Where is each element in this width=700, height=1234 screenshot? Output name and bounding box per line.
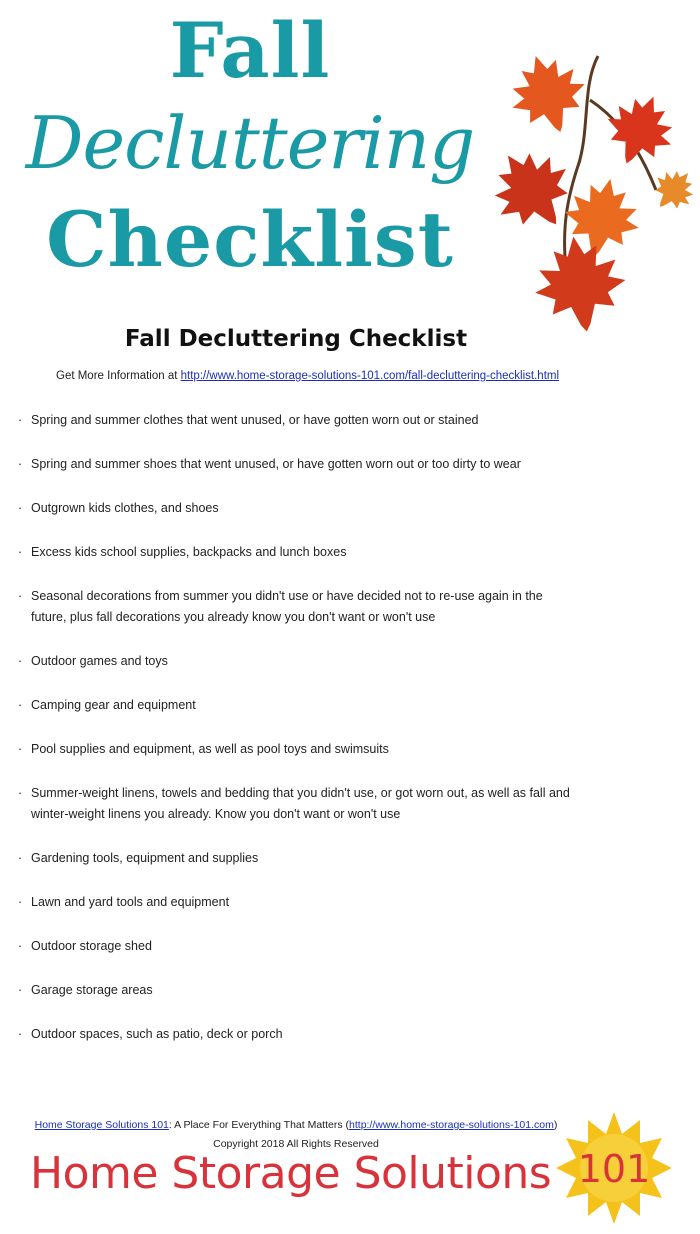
list-item <box>18 892 578 913</box>
list-item <box>18 542 578 563</box>
list-item-text: Camping gear and equipment <box>31 698 196 712</box>
sun-logo-number: 101 <box>577 1147 651 1191</box>
footer-credit <box>0 1119 592 1131</box>
bullet: · <box>18 939 23 953</box>
list-item <box>18 848 578 869</box>
hero-title-line-2: Decluttering <box>25 101 475 185</box>
list-item <box>18 586 578 628</box>
list-item <box>18 651 578 672</box>
bullet: · <box>18 413 23 427</box>
bullet: · <box>18 851 23 865</box>
footer-close-paren: ) <box>553 1119 558 1131</box>
list-item <box>18 936 578 957</box>
list-item-text: Spring and summer shoes that went unused, or have gotten worn out or too dirty to wear <box>31 457 521 471</box>
list-item-text: Lawn and yard tools and equipment <box>31 895 230 909</box>
bullet: · <box>18 654 23 668</box>
maple-leaves-icon <box>470 40 698 340</box>
footer-copyright: Copyright 2018 All Rights Reserved <box>213 1138 379 1150</box>
list-item <box>18 980 578 1001</box>
bullet: · <box>18 457 23 471</box>
checklist <box>18 410 578 1068</box>
list-item-text: Seasonal decorations from summer you didn't use or have decided not to re-use again in the future, plus fall decorations you already know you don't want or won't use <box>31 589 543 624</box>
list-item <box>18 783 578 825</box>
more-info-line <box>56 370 559 382</box>
footer-site-url-link[interactable]: http://www.home-storage-solutions-101.com <box>349 1119 554 1131</box>
list-item-text: Excess kids school supplies, backpacks and lunch boxes <box>31 545 347 559</box>
list-item <box>18 498 578 519</box>
bullet: · <box>18 1027 23 1041</box>
list-item <box>18 695 578 716</box>
more-info-link[interactable]: http://www.home-storage-solutions-101.com/fall-decluttering-checklist.html <box>180 370 560 382</box>
bullet: · <box>18 545 23 559</box>
list-item <box>18 1024 578 1045</box>
list-item-text: Outdoor games and toys <box>31 654 168 668</box>
list-item <box>18 739 578 760</box>
list-item-text: Outdoor spaces, such as patio, deck or porch <box>31 1027 283 1041</box>
list-item-text: Summer-weight linens, towels and bedding that you didn't use, or got worn out, as well as fall and winter-weight linens you already. Know you don't want or won't use <box>31 786 570 821</box>
list-item-text: Pool supplies and equipment, as well as pool toys and swimsuits <box>31 742 389 756</box>
sun-logo-icon <box>554 1108 674 1228</box>
list-item-text: Gardening tools, equipment and supplies <box>31 851 259 865</box>
list-item-text: Outdoor storage shed <box>31 939 152 953</box>
bullet: · <box>18 742 23 756</box>
brand-logo-text: Home Storage Solutions <box>30 1148 552 1199</box>
checklist-title: Fall Decluttering Checklist <box>124 326 468 352</box>
list-item <box>18 410 578 431</box>
footer-site-name-link[interactable]: Home Storage Solutions 101 <box>34 1119 169 1131</box>
list-item <box>18 454 578 475</box>
hero-title <box>0 8 500 288</box>
footer-tagline: : A Place For Everything That Matters ( <box>168 1119 350 1131</box>
bullet: · <box>18 589 23 603</box>
more-info-prefix: Get More Information at <box>56 370 181 382</box>
bullet: · <box>18 895 23 909</box>
bullet: · <box>18 786 23 800</box>
hero-title-line-1: Fall <box>169 6 331 95</box>
list-item-text: Spring and summer clothes that went unused, or have gotten worn out or stained <box>31 413 479 427</box>
list-item-text: Outgrown kids clothes, and shoes <box>31 501 219 515</box>
bullet: · <box>18 983 23 997</box>
bullet: · <box>18 698 23 712</box>
list-item-text: Garage storage areas <box>31 983 153 997</box>
hero-title-line-3: Checklist <box>46 195 454 284</box>
bullet: · <box>18 501 23 515</box>
